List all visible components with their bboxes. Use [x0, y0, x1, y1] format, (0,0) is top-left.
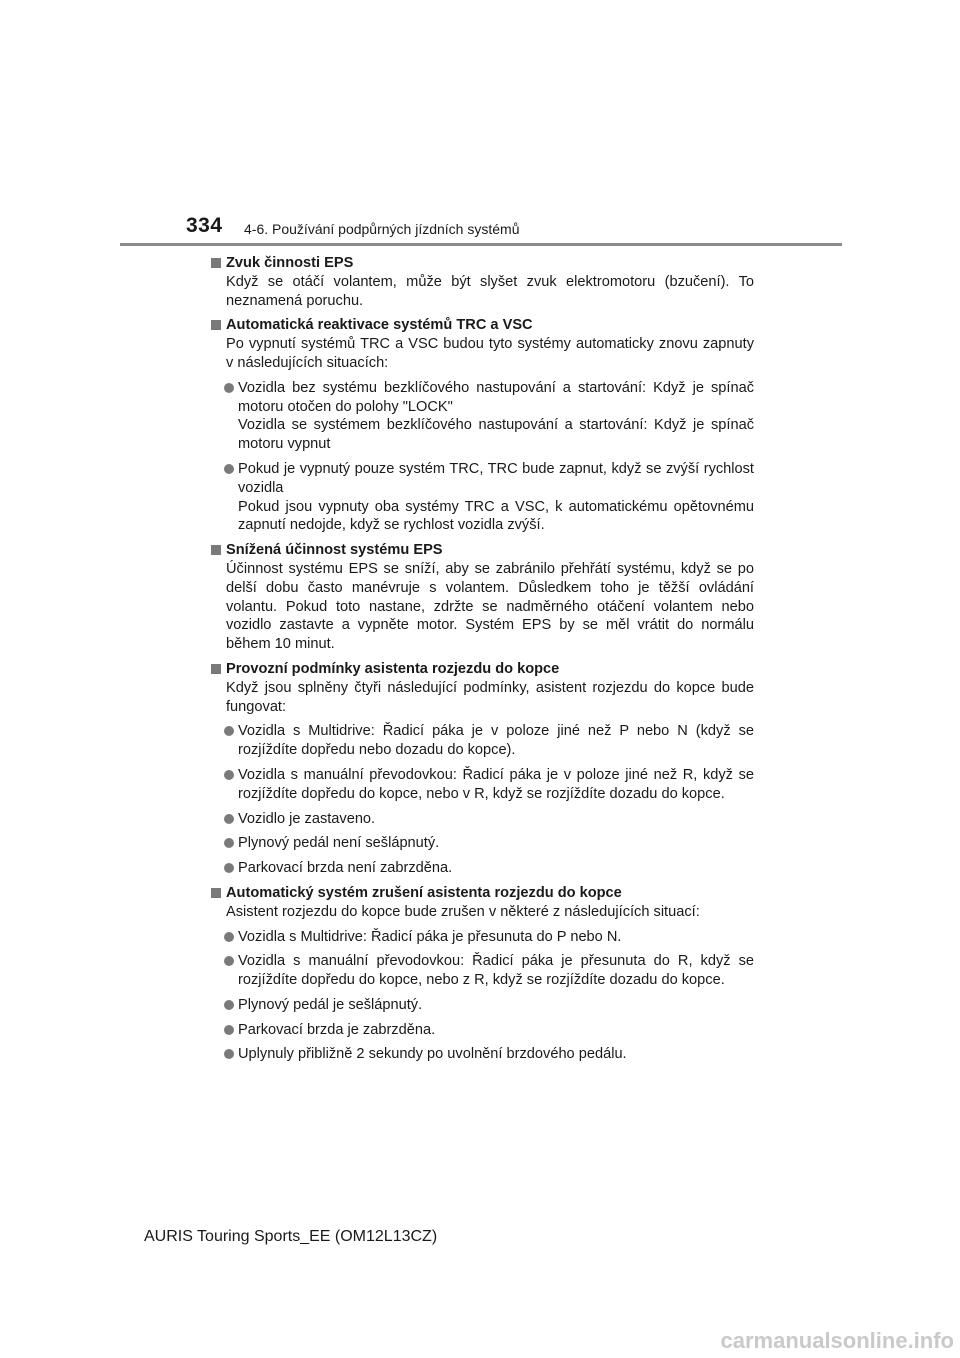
list-item	[211, 722, 754, 760]
round-bullet-icon	[224, 726, 234, 736]
square-bullet-icon	[211, 545, 221, 555]
round-bullet-icon	[224, 770, 234, 780]
round-bullet-icon	[224, 1000, 234, 1010]
square-bullet-icon	[211, 664, 221, 674]
list-item	[211, 952, 754, 990]
section-heading-text: Snížená účinnost systému EPS	[226, 542, 443, 559]
section-heading	[211, 660, 754, 679]
section-heading-text: Provozní podmínky asistenta rozjezdu do kopce	[226, 660, 560, 677]
square-bullet-icon	[211, 320, 221, 330]
list-item-text: Vozidlo je zastaveno.	[238, 810, 376, 827]
watermark: carmanualsonline.info	[720, 1328, 954, 1353]
list-item	[211, 460, 754, 535]
list-item-text: Vozidla s Multidrive: Řadicí páka je v poloze jiné než P nebo N (když se rozjíždíte dopředu nebo dozadu do kopce).	[238, 723, 754, 759]
round-bullet-icon	[224, 863, 234, 873]
list-item-text: Parkovací brzda není zabrzděna.	[238, 860, 453, 877]
section-heading	[211, 541, 754, 560]
list-item-text-continued: Vozidla se systémem bezklíčového nastupování a startování: Když je spínač motoru vypnut	[238, 417, 754, 453]
list-item	[211, 1021, 754, 1040]
round-bullet-icon	[224, 1025, 234, 1035]
section-heading-text: Zvuk činnosti EPS	[226, 255, 354, 271]
list-item	[211, 859, 754, 878]
round-bullet-icon	[224, 383, 234, 393]
list-item	[211, 1045, 754, 1064]
chapter-title: 4-6. Používání podpůrných jízdních systémů	[244, 221, 520, 237]
section-paragraph: Účinnost systému EPS se sníží, aby se zabránilo přehřátí systému, když se po delší dobu často manévruje s volantem. Důsledkem toho je těžší ovládání volantu. Pokud toto nastane, zdržte se nadměrného otáčení volantem nebo vozidlo zastavte a vypněte motor. Systém EPS by se měl vrátit do normálu během 10 minut.	[226, 560, 754, 653]
round-bullet-icon	[224, 838, 234, 848]
section-paragraph: Asistent rozjezdu do kopce bude zrušen v některé z následujících situací:	[226, 903, 700, 920]
section-heading-text: Automatický systém zrušení asistenta rozjezdu do kopce	[226, 884, 622, 901]
list-item	[211, 834, 754, 853]
square-bullet-icon	[211, 258, 221, 268]
list-item	[211, 810, 754, 829]
list-item-text: Vozidla s Multidrive: Řadicí páka je přesunuta do P nebo N.	[238, 928, 622, 945]
list-item	[211, 766, 754, 804]
round-bullet-icon	[224, 464, 234, 474]
list-item-text: Vozidla bez systému bezklíčového nastupování a startování: Když je spínač motoru otočen do polohy "LOCK"	[238, 379, 754, 415]
list-item	[211, 996, 754, 1015]
list-item	[211, 379, 754, 454]
square-bullet-icon	[211, 888, 221, 898]
list-item-text: Vozidla s manuální převodovkou: Řadicí páka je v poloze jiné než R, když se rozjíždíte dopředu do kopce, nebo v R, když se rozjíždíte dozadu do kopce.	[238, 766, 754, 802]
page-number: 334	[186, 214, 223, 237]
footer-model-code: AURIS Touring Sports_EE (OM12L13CZ)	[144, 1228, 438, 1245]
header-divider	[120, 243, 842, 246]
section-paragraph: Když jsou splněny čtyři následující podmínky, asistent rozjezdu do kopce bude fungovat:	[226, 679, 754, 715]
section-heading	[211, 884, 754, 903]
list-item	[211, 928, 754, 947]
list-item-text: Vozidla s manuální převodovkou: Řadicí páka je přesunuta do R, když se rozjíždíte dopředu do kopce, nebo z R, když se rozjíždíte dozadu do kopce.	[238, 953, 754, 989]
page-content	[211, 254, 754, 1064]
list-item-text: Plynový pedál není sešlápnutý.	[238, 835, 440, 852]
round-bullet-icon	[224, 956, 234, 966]
list-item-text-continued: Pokud jsou vypnuty oba systémy TRC a VSC, k automatickému opětovnému zapnutí nedojde, když se rychlost vozidla zvýší.	[238, 498, 754, 534]
round-bullet-icon	[224, 932, 234, 942]
list-item-text: Parkovací brzda je zabrzděna.	[238, 1021, 436, 1038]
list-item-text: Pokud je vypnutý pouze systém TRC, TRC bude zapnut, když se zvýší rychlost vozidla	[238, 460, 754, 496]
round-bullet-icon	[224, 814, 234, 824]
list-item-text: Plynový pedál je sešlápnutý.	[238, 996, 423, 1013]
section-paragraph: Když se otáčí volantem, může být slyšet zvuk elektromotoru (bzučení). To neznamená poruchu.	[226, 273, 754, 309]
section-paragraph: Po vypnutí systémů TRC a VSC budou tyto systémy automaticky znovu zapnuty v následujících situacích:	[226, 336, 754, 371]
section-heading	[211, 316, 754, 335]
list-item-text: Uplynuly přibližně 2 sekundy po uvolnění brzdového pedálu.	[238, 1046, 627, 1063]
section-heading	[211, 254, 754, 273]
round-bullet-icon	[224, 1049, 234, 1059]
section-heading-text: Automatická reaktivace systémů TRC a VSC	[226, 317, 533, 334]
